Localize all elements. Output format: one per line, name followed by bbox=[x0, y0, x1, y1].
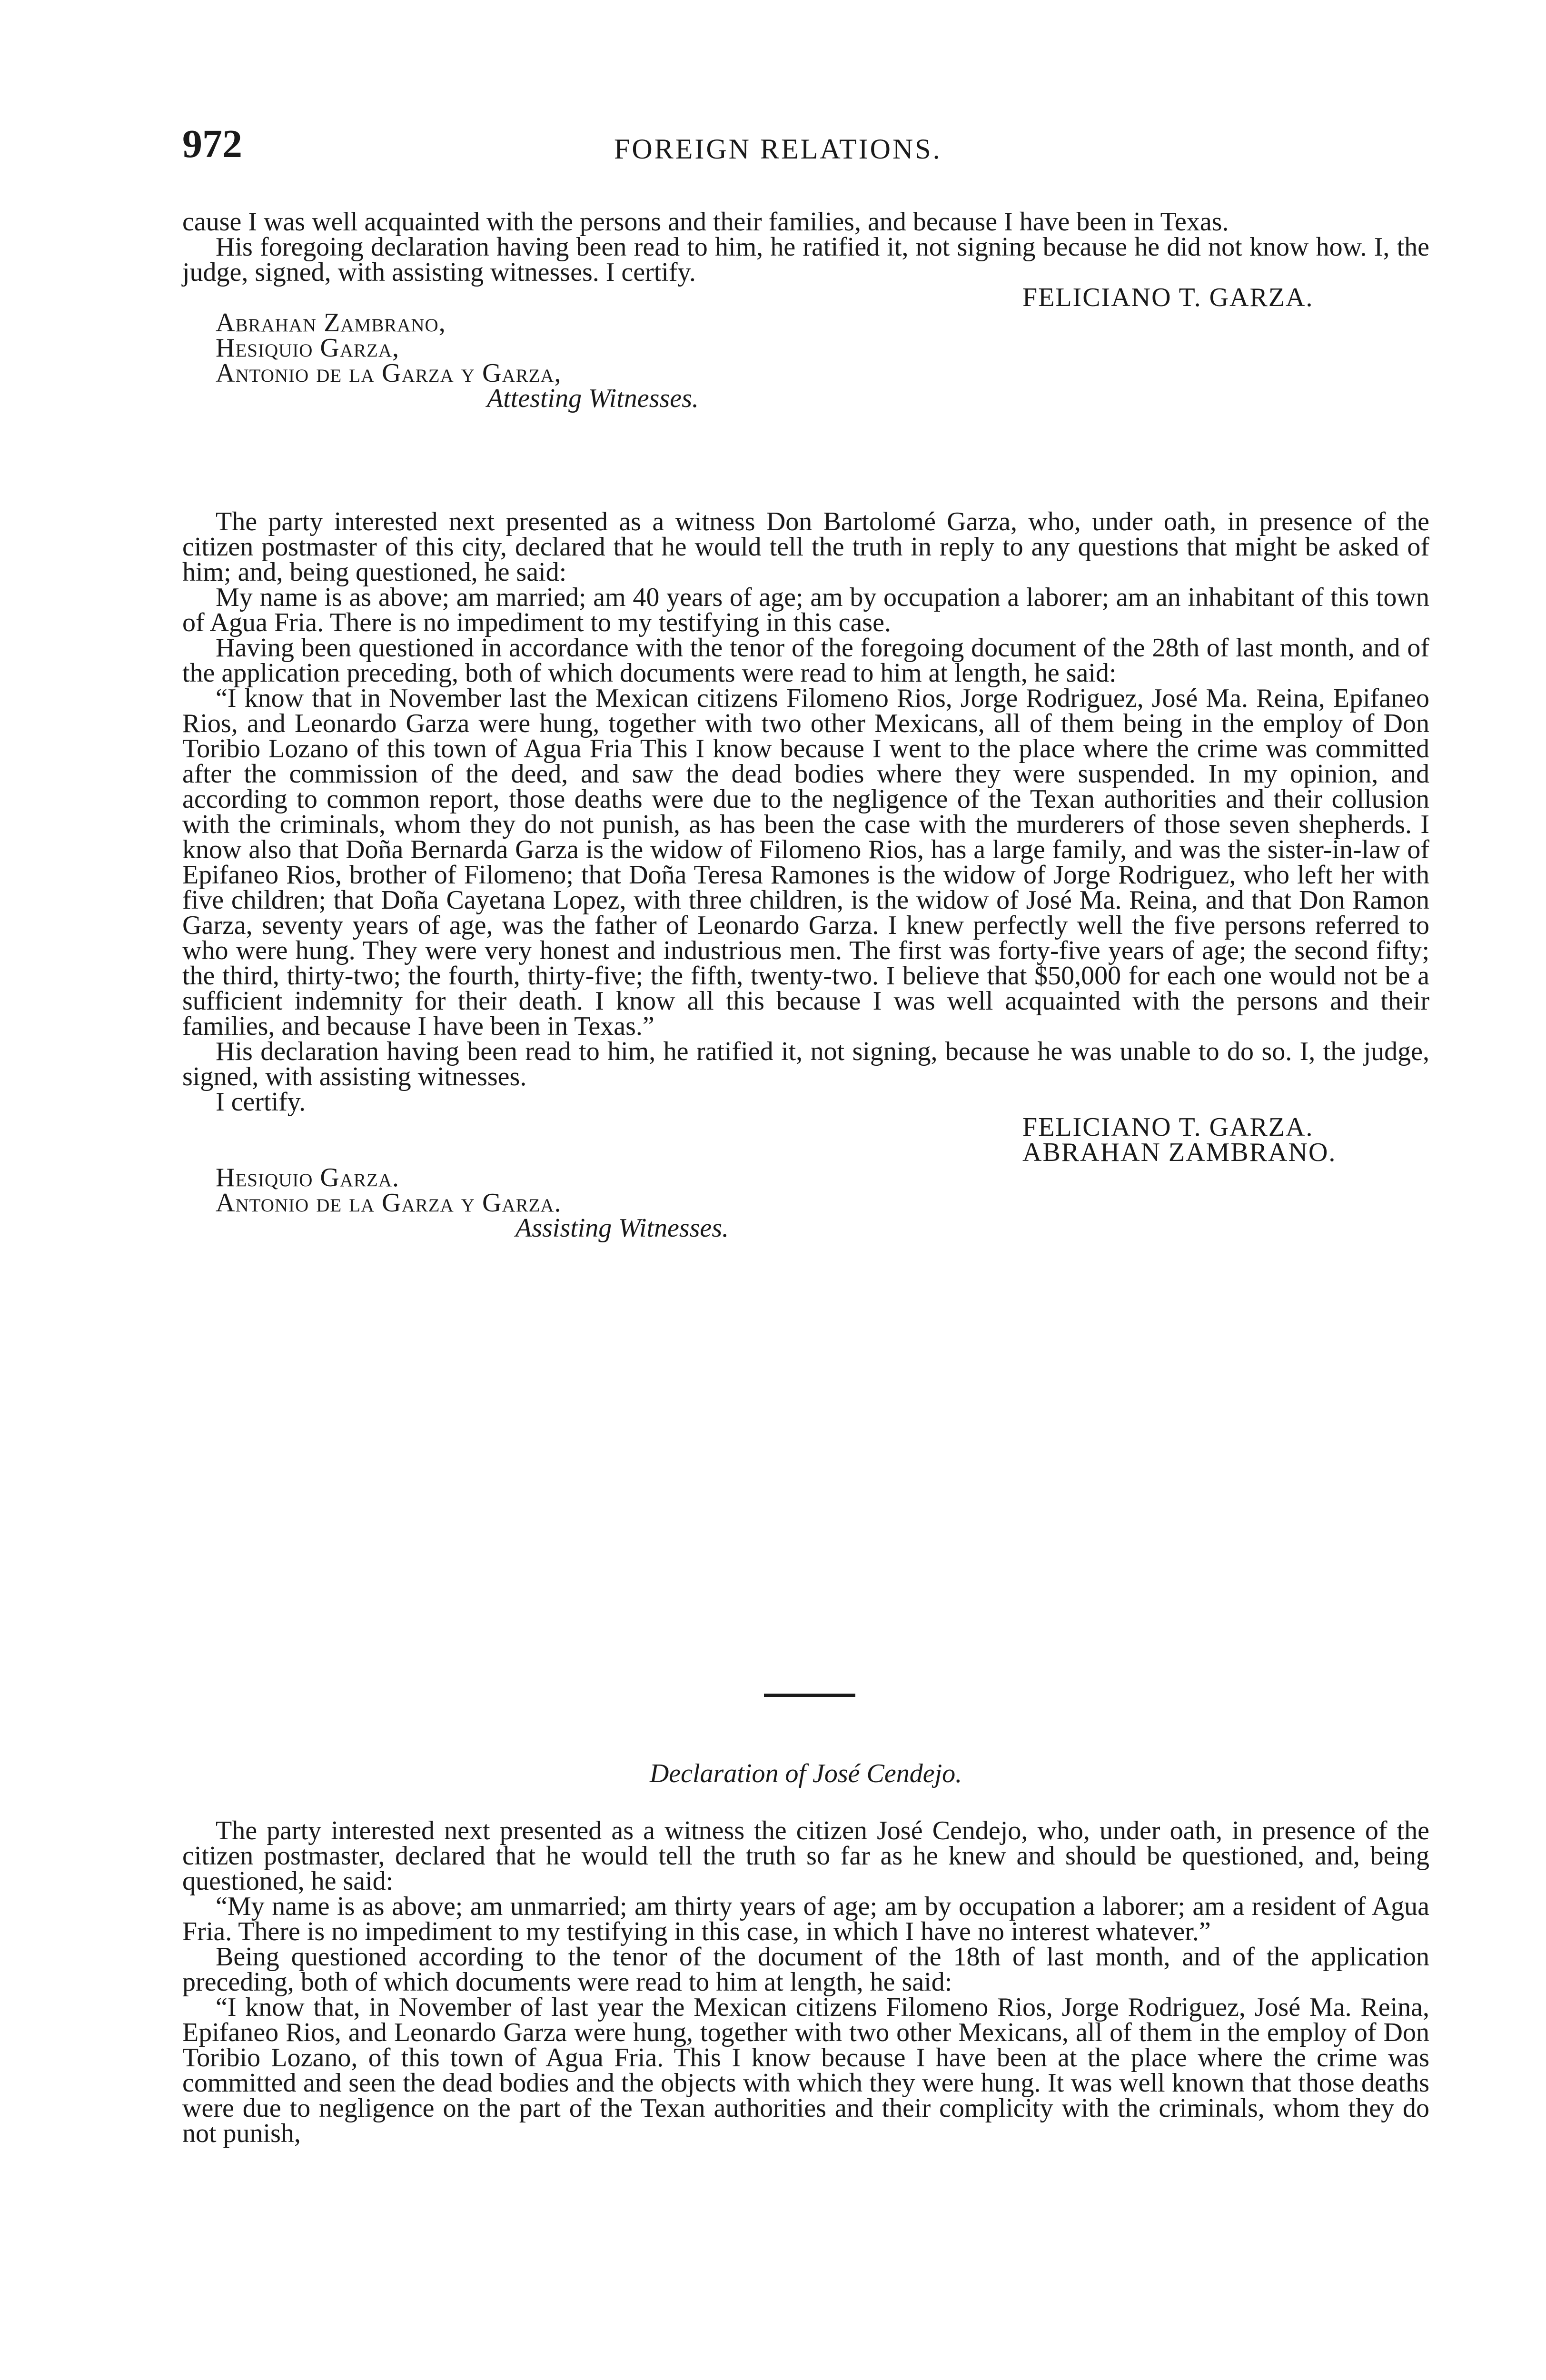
block-continuation bbox=[182, 209, 1429, 411]
paragraph-cendejo-identity: “My name is as above; am unmarried; am thirty years of age; am by occupation a laborer; am a resident of Agua Fria. There is no impediment to my testifying in this case, in which I have no interest whatever.” bbox=[182, 1892, 1429, 1946]
paragraph-continuation: cause I was well acquainted with the persons and their families, and because I have been in Texas. bbox=[182, 207, 1229, 237]
signature-zambrano: ABRAHAN ZAMBRANO. bbox=[1022, 1138, 1337, 1167]
witness-role: Attesting Witnesses. bbox=[487, 384, 699, 413]
block-cendejo-declaration bbox=[182, 1818, 1429, 2146]
paragraph-cendejo-testimony: “I know that, in November of last year the Mexican citizens Filomeno Rios, Jorge Rodriguez, José Ma. Reina, Epifaneo Rios, and Leonardo Garza were hung, together with two other Mexicans, all of them in the employ of Don Toribio Lozano, of this town of Agua Fria. This I know because I have been at the place where the crime was committed and seen the dead bodies and the objects with which they were hung. It was well known that those deaths were due to negligence on the part of the Texan authorities and their complicity with the criminals, whom they do not punish, bbox=[182, 1993, 1429, 2148]
witness-name: Antonio de la Garza y Garza. bbox=[216, 1188, 562, 1218]
signature-garza-2: FELICIANO T. GARZA. bbox=[1022, 1112, 1314, 1142]
signature-garza-1: FELICIANO T. GARZA. bbox=[1022, 283, 1314, 312]
section-title: Declaration of José Cendejo. bbox=[649, 1759, 962, 1788]
paragraph-questioning: Having been questioned in accordance with the tenor of the foregoing document of the 28th of last month, and of the application preceding, both of which documents were read to him at length, he said: bbox=[182, 633, 1429, 688]
paragraph-cendejo-questioning: Being questioned according to the tenor of the document of the 18th of last month, and of the application preceding, both of which documents were read to him at length, he said: bbox=[182, 1942, 1429, 1997]
page-number: 972 bbox=[182, 122, 242, 166]
paragraph-ratification-2: His declaration having been read to him, he ratified it, not signing, because he was unable to do so. I, the judge, signed, with assisting witnesses. bbox=[182, 1037, 1429, 1091]
section-divider bbox=[764, 1694, 855, 1697]
witness-role: Assisting Witnesses. bbox=[515, 1213, 729, 1243]
block-garza-testimony bbox=[182, 509, 1429, 1241]
certify-line: I certify. bbox=[216, 1087, 306, 1117]
witness-name: Antonio de la Garza y Garza, bbox=[216, 358, 562, 388]
paragraph-cendejo-intro: The party interested next presented as a witness the citizen José Cendejo, who, under oath, in presence of the citizen postmaster, declared that he would tell the truth so far as he knew and should be questioned, and, being questioned, he said: bbox=[182, 1816, 1429, 1896]
witness-name: Abrahan Zambrano, bbox=[216, 308, 446, 337]
paragraph-ratification-1: His foregoing declaration having been read to him, he ratified it, not signing because he did not know how. I, the judge, signed, with assisting witnesses. I certify. bbox=[182, 232, 1429, 287]
witness-name: Hesiquio Garza. bbox=[216, 1163, 400, 1192]
paragraph-witness-intro: The party interested next presented as a witness Don Bartolomé Garza, who, under oath, in presence of the citizen postmaster of this city, declared that he would tell the truth in reply to any questions that might be asked of him; and, being questioned, he said: bbox=[182, 507, 1429, 587]
paragraph-witness-identity: My name is as above; am married; am 40 years of age; am by occupation a laborer; am an inhabitant of this town of Agua Fria. There is no impediment to my testifying in this case. bbox=[182, 583, 1429, 637]
paragraph-testimony: “I know that in November last the Mexican citizens Filomeno Rios, Jorge Rodriguez, José Ma. Reina, Epifaneo Rios, and Leonardo Garza were hung, together with two other Mexicans, all of them being in the employ of Don Toribio Lozano of this town of Agua Fria This I know because I went to the place where the crime was committed after the commission of the deed, and saw the dead bodies where they were suspended. In my opinion, and according to common report, those deaths were due to the negligence of the Texan authorities and their collusion with the criminals, whom they do not punish, as has been the case with the murderers of those seven shepherds. I know also that Doña Bernarda Garza is the widow of Filomeno Rios, has a large family, and was the sister-in-law of Epifaneo Rios, brother of Filomeno; that Doña Teresa Ramones is the widow of Jorge Rodriguez, who left her with five children; that Doña Cayetana Lopez, with three children, is the widow of José Ma. Reina, and that Don Ramon Garza, seventy years of age, was the father of Leonardo Garza. I knew perfectly well the five persons referred to who were hung. They were very honest and industrious men. The first was forty-five years of age; the second fifty; the third, thirty-two; the fourth, thirty-five; the fifth, twenty-two. I believe that $50,000 for each one would not be a sufficient indemnity for their death. I know all this because I was well acquainted with the persons and their families, and because I have been in Texas.” bbox=[182, 684, 1429, 1041]
witness-name: Hesiquio Garza, bbox=[216, 333, 400, 363]
running-title: FOREIGN RELATIONS. bbox=[614, 133, 942, 165]
